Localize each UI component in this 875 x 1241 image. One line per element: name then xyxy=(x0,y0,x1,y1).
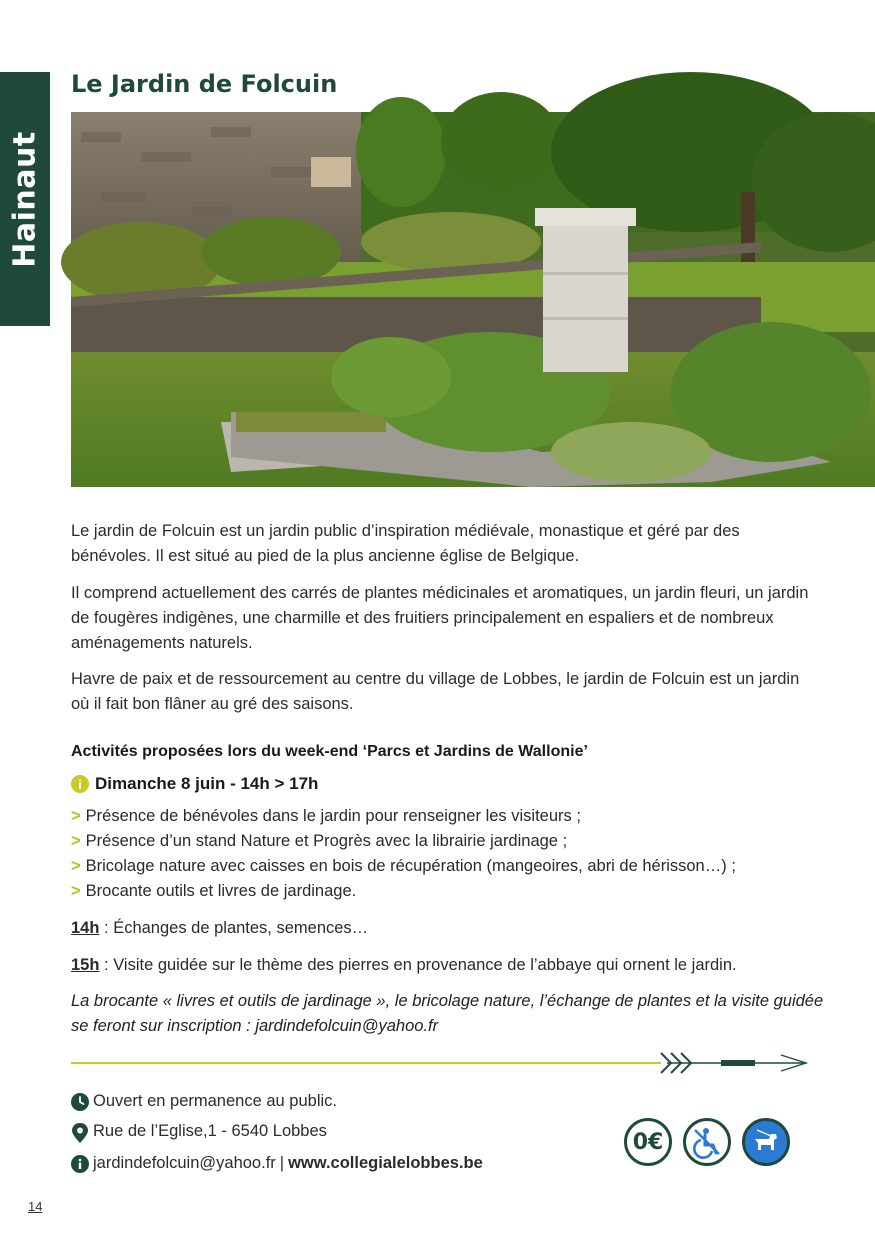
address-text: Rue de l’Eglise,1 - 6540 Lobbes xyxy=(93,1122,327,1140)
list-item-text: Bricolage nature avec caisses en bois de récupération (mangeoires, abri de hérisson…) ; xyxy=(85,857,736,875)
free-entry-badge: 0€ xyxy=(624,1118,672,1166)
activity-date xyxy=(71,774,318,794)
dog-allowed-icon xyxy=(742,1118,790,1166)
chevron-right-icon: > xyxy=(71,832,81,850)
list-item xyxy=(71,829,831,854)
website-link[interactable]: www.collegialelobbes.be xyxy=(288,1154,483,1172)
page-title: Le Jardin de Folcuin xyxy=(71,70,338,98)
schedule-time: 15h xyxy=(71,956,100,974)
schedule-text: : Visite guidée sur le thème des pierres en provenance de l’abbaye qui ornent le jardin. xyxy=(99,956,737,974)
list-item xyxy=(71,879,831,904)
region-tab xyxy=(0,72,50,326)
map-pin-icon xyxy=(71,1123,89,1141)
schedule-item xyxy=(71,953,831,978)
photo-credit: © Gérard Hubert xyxy=(154,500,166,582)
arrow-divider xyxy=(71,1048,811,1078)
chevron-right-icon: > xyxy=(71,857,81,875)
info-icon: i xyxy=(71,775,89,793)
description-paragraph: Havre de paix et de ressourcement au centre du village de Lobbes, le jardin de Folcuin est un jardin où il fait bon flâner au gré des saisons. xyxy=(71,670,800,713)
separator: | xyxy=(279,1154,285,1172)
opening-hours xyxy=(71,1092,337,1111)
schedule-time: 14h xyxy=(71,919,100,937)
description-paragraph: Le jardin de Folcuin est un jardin public d’inspiration médiévale, monastique et géré par des bénévoles. Il est situé au pied de la plus ancienne église de Belgique. xyxy=(71,522,740,565)
schedule-item xyxy=(71,916,831,941)
list-item-text: Présence d’un stand Nature et Progrès avec la librairie jardinage ; xyxy=(85,832,568,850)
contact-links xyxy=(71,1154,483,1173)
clock-icon xyxy=(71,1093,89,1111)
list-item xyxy=(71,854,831,879)
amenity-badges xyxy=(624,1118,790,1166)
list-item-text: Brocante outils et livres de jardinage. xyxy=(85,882,357,900)
activity-date-text: Dimanche 8 juin - 14h > 17h xyxy=(95,774,319,793)
chevron-right-icon: > xyxy=(71,807,81,825)
activities-heading: Activités proposées lors du week-end ‘Parcs et Jardins de Wallonie’ xyxy=(71,743,588,760)
schedule-text: : Échanges de plantes, semences… xyxy=(99,919,369,937)
wheelchair-icon xyxy=(683,1118,731,1166)
region-label: Hainaut xyxy=(7,130,43,268)
list-item-text: Présence de bénévoles dans le jardin pour renseigner les visiteurs ; xyxy=(85,807,581,825)
opening-text: Ouvert en permanence au public. xyxy=(93,1092,337,1110)
arrow-icon xyxy=(661,1053,806,1073)
chevron-right-icon: > xyxy=(71,882,81,900)
email-link[interactable]: jardindefolcuin@yahoo.fr xyxy=(93,1154,276,1172)
address xyxy=(71,1122,327,1141)
list-item xyxy=(71,804,831,829)
activity-list xyxy=(71,804,831,904)
page-number: 14 xyxy=(28,1199,43,1214)
registration-note: La brocante « livres et outils de jardinage », le bricolage nature, l’échange de plantes et la visite guidée se feront sur inscription : jardindefolcuin@yahoo.fr xyxy=(71,992,824,1035)
info-icon xyxy=(71,1155,89,1173)
description-paragraph: Il comprend actuellement des carrés de plantes médicinales et aromatiques, un jardin fleuri, un jardin de fougères indigènes, une charmille et des fruitiers principalement en espaliers et de nombreux aménagements naturels. xyxy=(71,584,809,652)
